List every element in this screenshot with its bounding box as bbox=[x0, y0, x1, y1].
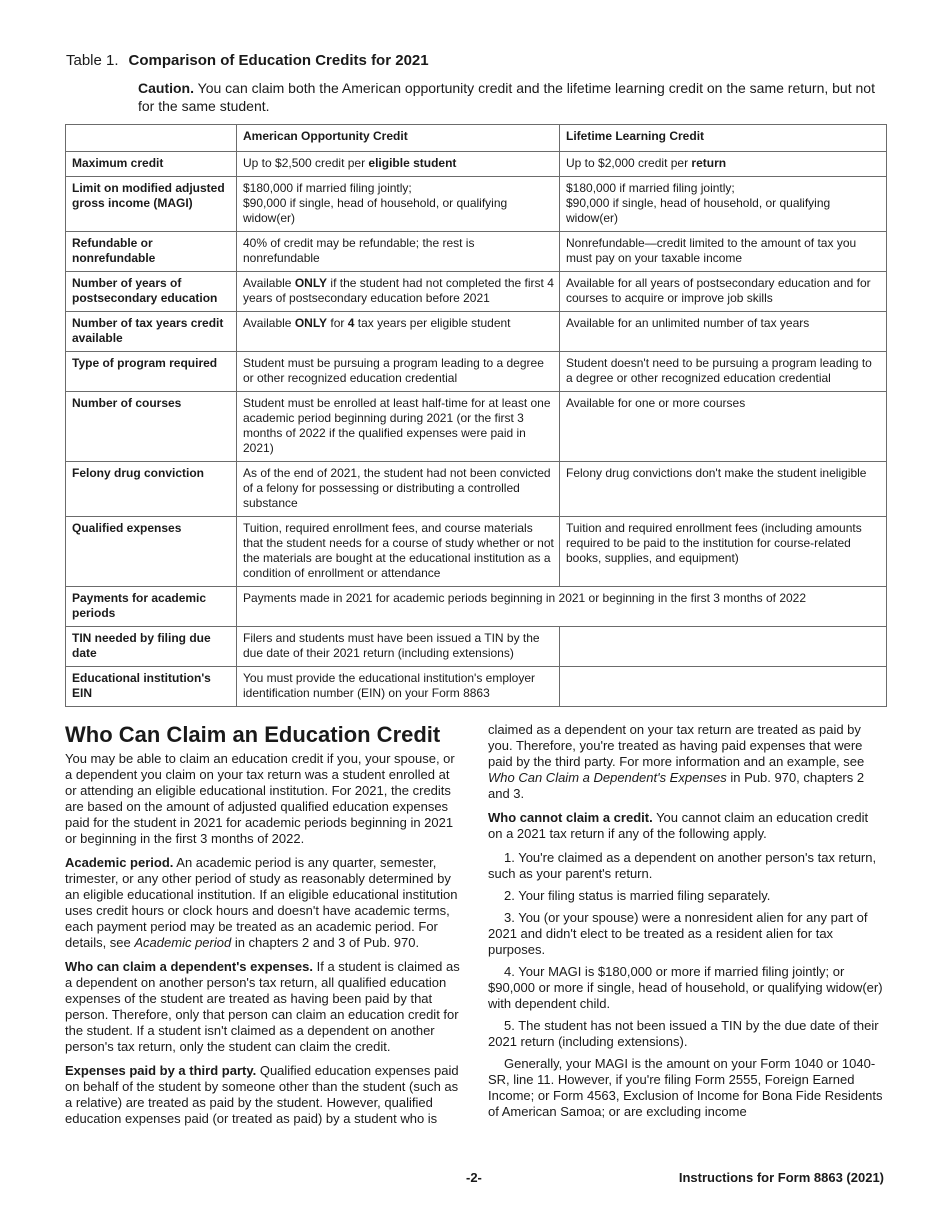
table-row-tax-years bbox=[66, 312, 887, 352]
dependent-expenses-paragraph: Who can claim a dependent's expenses. If a student is claimed as a dependent on another person's tax return, all qualified education expenses of the student are treated as having been paid by that person. Therefore, only that person can claim an education credit for the student. If a student isn't claimed as a dependent on another person's tax return, only the student can claim the credit. bbox=[65, 959, 460, 1054]
table-row-magi bbox=[66, 177, 887, 232]
right-column bbox=[488, 722, 886, 1126]
row-label: Number of tax years credit available bbox=[66, 312, 237, 352]
aoc-cell: Available ONLY for 4 tax years per eligible student bbox=[237, 312, 560, 352]
llc-cell: $180,000 if married filing jointly; $90,000 if single, head of household, or qualifying widow(er) bbox=[560, 177, 887, 232]
row-label: Type of program required bbox=[66, 352, 237, 392]
llc-cell: Available for one or more courses bbox=[560, 392, 887, 462]
caution-text: You can claim both the American opportunity credit and the lifetime learning credit on the same return, but not for the same student. bbox=[138, 80, 875, 114]
section-heading: Who Can Claim an Education Credit bbox=[65, 722, 441, 747]
row-label: Limit on modified adjusted gross income (MAGI) bbox=[66, 177, 237, 232]
header-llc: Lifetime Learning Credit bbox=[560, 125, 887, 152]
table-row-felony bbox=[66, 462, 887, 517]
aoc-cell: 40% of credit may be refundable; the rest is nonrefundable bbox=[237, 232, 560, 272]
list-item: 1. You're claimed as a dependent on another person's tax return, such as your parent's return. bbox=[488, 850, 877, 881]
magi-paragraph: Generally, your MAGI is the amount on your Form 1040 or 1040-SR, line 11. However, if you're filing Form 2555, Foreign Earned Income; or Form 4563, Exclusion of Income for Bona Fide Residents of American Samoa; or are excluding income bbox=[488, 1056, 883, 1119]
table-header-row bbox=[66, 125, 887, 152]
list-item: 2. Your filing status is married filing separately. bbox=[504, 888, 771, 903]
aoc-cell: Student must be enrolled at least half-time for at least one academic period beginning during 2021 (or the first 3 months of 2022 if the qualified expenses were paid in 2021) bbox=[237, 392, 560, 462]
llc-cell: Available for all years of postsecondary education and for courses to acquire or improve job skills bbox=[560, 272, 887, 312]
table-number: Table 1. bbox=[66, 52, 119, 69]
aoc-cell: Student must be pursuing a program leading to a degree or other recognized education credential bbox=[237, 352, 560, 392]
footer-title: Instructions for Form 8863 (2021) bbox=[678, 1170, 884, 1185]
row-label: Felony drug conviction bbox=[66, 462, 237, 517]
llc-cell bbox=[560, 627, 887, 667]
table-row-refundable bbox=[66, 232, 887, 272]
list-item: 3. You (or your spouse) were a nonresident alien for any part of 2021 and didn't elect to be treated as a resident alien for tax purposes. bbox=[488, 910, 868, 957]
table-row-tin bbox=[66, 627, 887, 667]
list-item: 5. The student has not been issued a TIN by the due date of their 2021 return (including extensions). bbox=[488, 1018, 879, 1049]
comparison-table bbox=[65, 124, 887, 707]
aoc-cell: Available ONLY if the student had not completed the first 4 years of postsecondary education before 2021 bbox=[237, 272, 560, 312]
left-column bbox=[65, 722, 463, 1135]
table-heading: Comparison of Education Credits for 2021 bbox=[128, 52, 429, 69]
header-aoc: American Opportunity Credit bbox=[237, 125, 560, 152]
row-label: TIN needed by filing due date bbox=[66, 627, 237, 667]
table-row-ein bbox=[66, 667, 887, 707]
row-label: Number of years of postsecondary education bbox=[66, 272, 237, 312]
llc-cell: Available for an unlimited number of tax years bbox=[560, 312, 887, 352]
row-label: Refundable or nonrefundable bbox=[66, 232, 237, 272]
llc-cell: Nonrefundable—credit limited to the amount of tax you must pay on your taxable income bbox=[560, 232, 887, 272]
llc-cell: Felony drug convictions don't make the student ineligible bbox=[560, 462, 887, 517]
table-row-program bbox=[66, 352, 887, 392]
cannot-claim-paragraph: Who cannot claim a credit. You cannot claim an education credit on a 2021 tax return if any of the following apply. bbox=[488, 810, 869, 841]
page-number: -2- bbox=[466, 1170, 482, 1185]
row-label: Educational institution's EIN bbox=[66, 667, 237, 707]
row-label: Number of courses bbox=[66, 392, 237, 462]
row-label: Maximum credit bbox=[66, 152, 237, 177]
shared-cell: Payments made in 2021 for academic periods beginning in 2021 or beginning in the first 3 months of 2022 bbox=[237, 587, 887, 627]
table-row-payments bbox=[66, 587, 887, 627]
caution-note bbox=[138, 79, 886, 115]
third-party-paragraph: Expenses paid by a third party. Qualified education expenses paid on behalf of the student by someone other than the student (such as a relative) are treated as paid by the student. However, qualified education expenses paid (or treated as paid) by a student who is bbox=[65, 1063, 459, 1126]
intro-paragraph: You may be able to claim an education credit if you, your spouse, or a dependent you claim on your tax return was a student enrolled at or attending an eligible educational institution. For 2021, the credits are based on the amount of adjusted qualified education expenses paid for the student in 2021 for academic periods beginning in 2021 or beginning in the first 3 months of 2022. bbox=[65, 751, 455, 846]
header-empty bbox=[66, 125, 237, 152]
caution-label: Caution. bbox=[138, 80, 194, 96]
llc-cell: Up to $2,000 credit per return bbox=[560, 152, 887, 177]
table-row-years-postsecondary bbox=[66, 272, 887, 312]
aoc-cell: Tuition, required enrollment fees, and course materials that the student needs for a course of study whether or not the materials are bought at the educational institution as a condition of enrollment or attendance bbox=[237, 517, 560, 587]
third-party-paragraph-continued: claimed as a dependent on your tax return are treated as paid by you. Therefore, you're treated as having paid expenses that were paid by the third party. For more information and an example, see Who Can Claim a Dependent's Expenses in Pub. 970, chapters 2 and 3. bbox=[488, 722, 865, 801]
table-title bbox=[66, 52, 429, 70]
aoc-cell: Up to $2,500 credit per eligible student bbox=[237, 152, 560, 177]
llc-cell: Tuition and required enrollment fees (including amounts required to be paid to the institution for course-related books, supplies, and equipment) bbox=[560, 517, 887, 587]
llc-cell: Student doesn't need to be pursuing a program leading to a degree or other recognized education credential bbox=[560, 352, 887, 392]
table-row-expenses bbox=[66, 517, 887, 587]
row-label: Payments for academic periods bbox=[66, 587, 237, 627]
table-row-courses bbox=[66, 392, 887, 462]
aoc-cell: Filers and students must have been issued a TIN by the due date of their 2021 return (including extensions) bbox=[237, 627, 560, 667]
aoc-cell: As of the end of 2021, the student had not been convicted of a felony for possessing or distributing a controlled substance bbox=[237, 462, 560, 517]
academic-period-paragraph: Academic period. An academic period is any quarter, semester, trimester, or any other period of study as reasonably determined by an eligible educational institution. If an eligible educational institution uses credit hours or clock hours and doesn't have academic terms, each payment period may be treated as an academic period. For details, see Academic period in chapters 2 and 3 of Pub. 970. bbox=[65, 855, 458, 950]
table-row-max-credit bbox=[66, 152, 887, 177]
llc-cell bbox=[560, 667, 887, 707]
row-label: Qualified expenses bbox=[66, 517, 237, 587]
aoc-cell: You must provide the educational institution's employer identification number (EIN) on your Form 8863 bbox=[237, 667, 560, 707]
aoc-cell: $180,000 if married filing jointly; $90,000 if single, head of household, or qualifying widow(er) bbox=[237, 177, 560, 232]
list-item: 4. Your MAGI is $180,000 or more if married filing jointly; or $90,000 or more if single, head of household, or qualifying widow(er) with dependent child. bbox=[488, 964, 883, 1011]
